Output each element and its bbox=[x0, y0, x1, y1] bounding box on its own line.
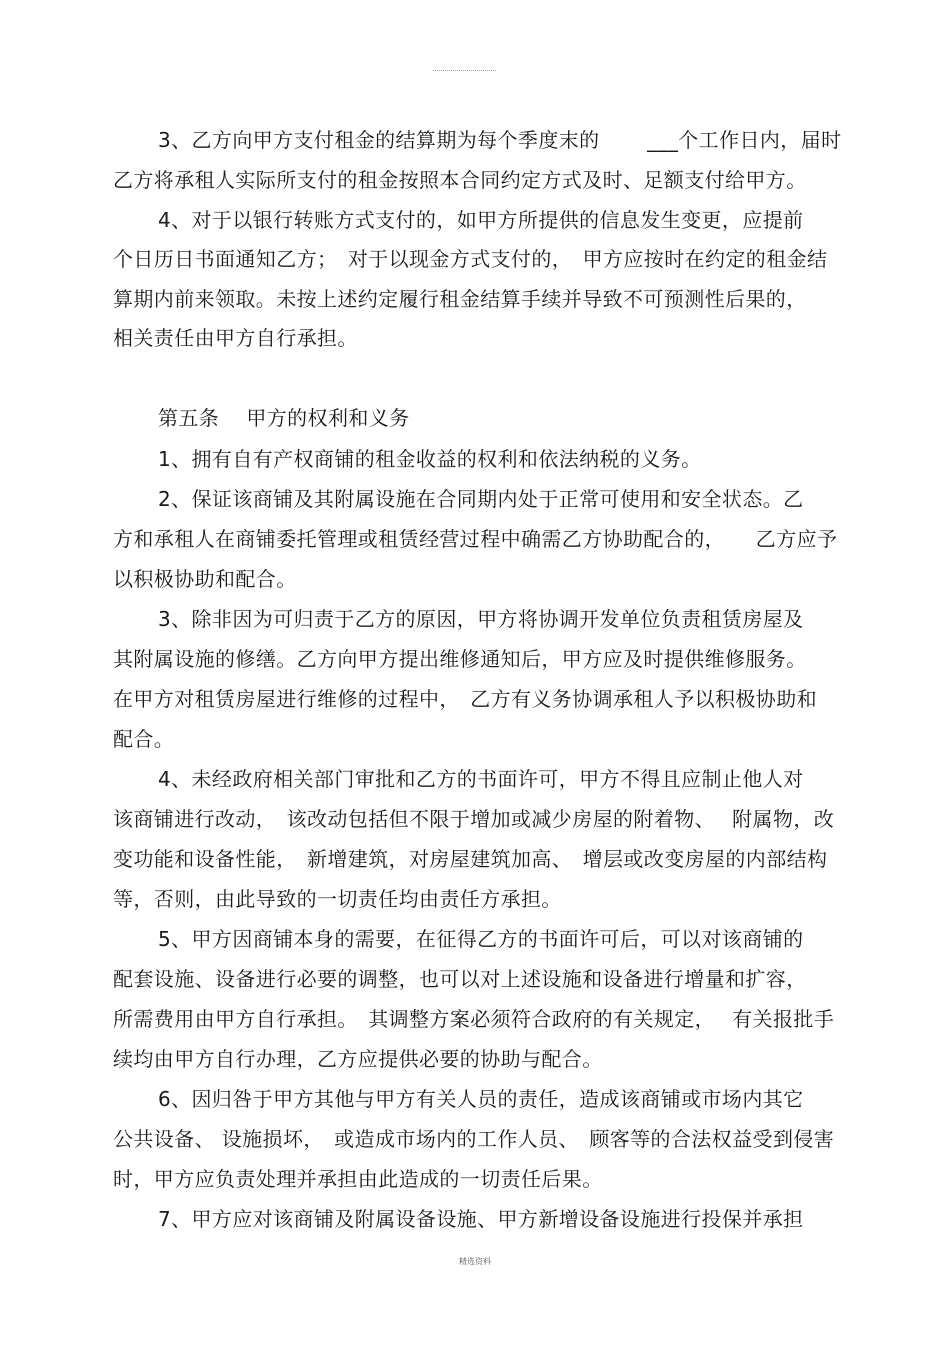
text-line: 配合。 bbox=[113, 727, 175, 751]
text-line: 变功能和设备性能， 新增建筑，对房屋建筑加高、 增层或改变房屋的内部结构 bbox=[113, 847, 828, 871]
text-line: 方和承租人在商铺委托管理或租赁经营过程中确需乙方协助配合的， 乙方应予 bbox=[113, 527, 838, 551]
text-line: 1、拥有自有产权商铺的租金收益的权利和依法纳税的义务。 bbox=[158, 447, 702, 471]
text-line: 2、保证该商铺及其附属设施在合同期内处于正常可使用和安全状态。乙 bbox=[158, 487, 804, 511]
text-line: 以积极协助和配合。 bbox=[113, 567, 297, 591]
text-line: 所需费用由甲方自行承担。 其调整方案必须符合政府的有关规定， 有关报批手 bbox=[113, 1007, 835, 1031]
text-line: 3、除非因为可归责于乙方的原因，甲方将协调开发单位负责租赁房屋及 bbox=[158, 607, 804, 631]
text-line: 3、乙方向甲方支付租金的结算期为每个季度末的 ___个工作日内，届时 bbox=[158, 128, 842, 152]
section-heading: 第五条 甲方的权利和义务 bbox=[158, 406, 410, 430]
text-line: 乙方将承租人实际所支付的租金按照本合同约定方式及时、足额支付给甲方。 bbox=[113, 168, 807, 192]
text-line: 5、甲方因商铺本身的需要，在征得乙方的书面许可后，可以对该商铺的 bbox=[158, 927, 804, 951]
text-line: 在甲方对租赁房屋进行维修的过程中， 乙方有义务协调承租人予以积极协助和 bbox=[113, 687, 817, 711]
text-line: 配套设施、设备进行必要的调整，也可以对上述设施和设备进行增量和扩容， bbox=[113, 967, 807, 991]
text-line: 该商铺进行改动， 该改动包括但不限于增加或减少房屋的附着物、 附属物，改 bbox=[113, 807, 835, 831]
text-line: 公共设备、 设施损坏， 或造成市场内的工作人员、 顾客等的合法权益受到侵害 bbox=[113, 1127, 835, 1151]
text-line: 其附属设施的修缮。乙方向甲方提出维修通知后，甲方应及时提供维修服务。 bbox=[113, 647, 807, 671]
text-line: 相关责任由甲方自行承担。 bbox=[113, 326, 358, 350]
text-line: 6、因归咎于甲方其他与甲方有关人员的责任，造成该商铺或市场内其它 bbox=[158, 1087, 804, 1111]
text-line: 4、未经政府相关部门审批和乙方的书面许可，甲方不得且应制止他人对 bbox=[158, 767, 804, 791]
text-line: 等，否则，由此导致的一切责任均由责任方承担。 bbox=[113, 887, 562, 911]
text-line: 4、对于以银行转账方式支付的，如甲方所提供的信息发生变更，应提前 bbox=[158, 208, 804, 232]
text-line: 时，甲方应负责处理并承担由此造成的一切责任后果。 bbox=[113, 1167, 603, 1191]
text-line: 7、甲方应对该商铺及附属设备设施、甲方新增设备设施进行投保并承担 bbox=[158, 1207, 804, 1231]
page-footer: 精选资料 bbox=[459, 1257, 491, 1266]
text-line: 个日历日书面通知乙方； 对于以现金方式支付的， 甲方应按时在约定的租金结 bbox=[113, 247, 828, 271]
text-line: 续均由甲方自行办理，乙方应提供必要的协助与配合。 bbox=[113, 1047, 603, 1071]
text-line: 算期内前来领取。未按上述约定履行租金结算手续并导致不可预测性后果的， bbox=[113, 287, 807, 311]
top-dotted-rule bbox=[433, 70, 496, 71]
